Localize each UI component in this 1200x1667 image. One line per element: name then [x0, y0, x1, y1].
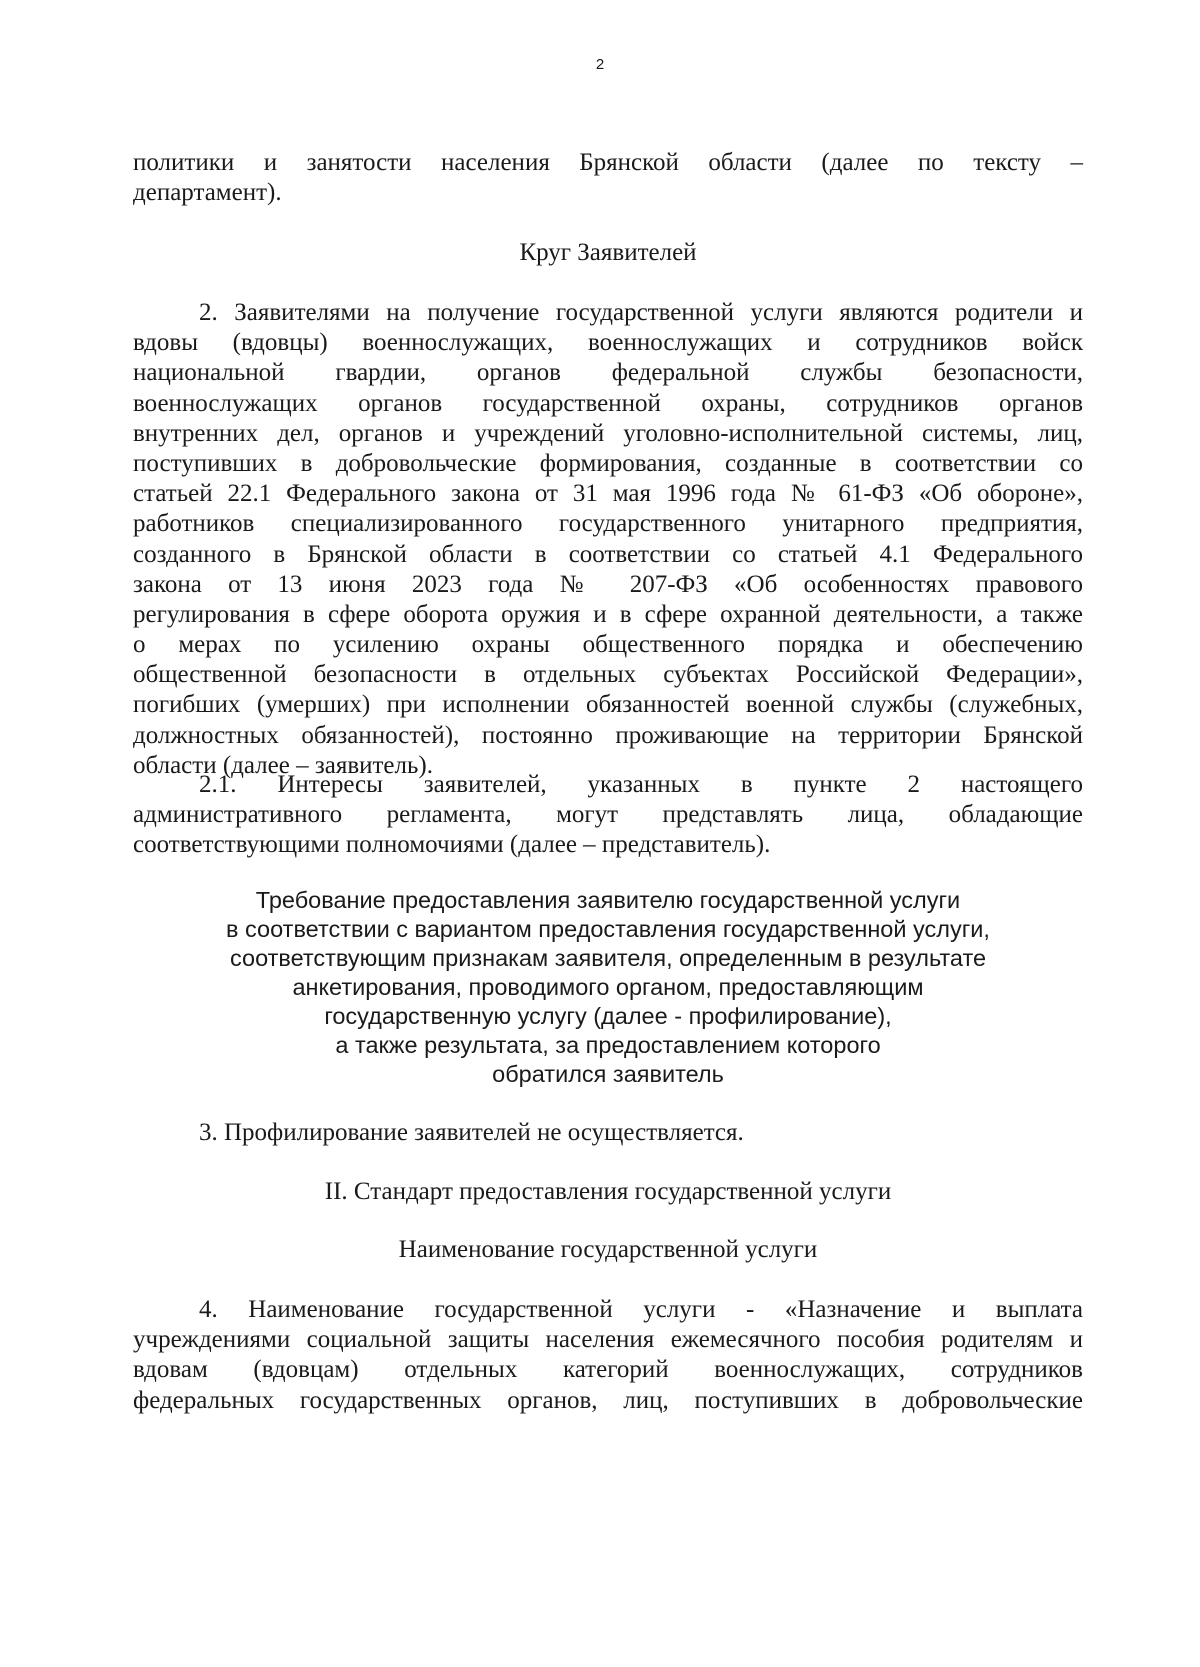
text-line: Требование предоставления заявителю государственной услуги — [255, 887, 961, 913]
paragraph-4 — [133, 1295, 1083, 1416]
text-line: области (далее – заявитель). — [133, 751, 433, 779]
text-line: соответствующими полномочиями (далее – представитель). — [133, 831, 771, 859]
text-line: административного регламента, могут представлять лица, обладающие — [133, 801, 1083, 829]
text-line: политики и занятости населения Брянской области (далее по тексту – — [133, 149, 1083, 176]
text-line: 2. Заявителями на получение государственной услуги являются родители и — [199, 299, 1083, 326]
text-line: 2.1. Интересы заявителей, указанных в пункте 2 настоящего — [199, 771, 1083, 798]
text-line: должностных обязанностей), постоянно проживающие на территории Брянской — [133, 721, 1083, 749]
text-line: 3. Профилирование заявителей не осуществляется. — [199, 1119, 744, 1146]
heading-requirement — [133, 886, 1083, 1089]
heading-section-2: II. Стандарт предоставления государственной услуги — [324, 1178, 892, 1205]
text-line: вдовы (вдовцы) военнослужащих, военнослужащих и сотрудников войск — [133, 329, 1083, 357]
text-line: работников специализированного государственного унитарного предприятия, — [133, 510, 1083, 538]
text-line: общественной безопасности в отдельных субъектах Российской Федерации», — [133, 661, 1083, 689]
text-line: внутренних дел, органов и учреждений уголовно-исполнительной системы, лиц, — [133, 419, 1083, 447]
text-line: 4. Наименование государственной услуги - «Назначение и выплата — [199, 1296, 1083, 1323]
paragraph-3 — [133, 1118, 1083, 1148]
text-line: федеральных государственных органов, лиц, поступивших в добровольческие — [133, 1386, 1083, 1414]
text-line: анкетирования, проводимого органом, предоставляющим — [292, 974, 924, 1000]
paragraph-2 — [133, 298, 1083, 781]
heading-applicants: Круг Заявителей — [519, 239, 697, 266]
text-line: регулирования в сфере оборота оружия и в сфере охранной деятельности, а также — [133, 600, 1083, 628]
text-line: обратился заявитель — [492, 1061, 724, 1087]
text-line: государственную услугу (далее - профилирование), — [324, 1003, 892, 1029]
text-line: а также результата, за предоставлением которого — [335, 1032, 881, 1058]
text-line: погибших (умерших) при исполнении обязанностей военной службы (служебных, — [133, 691, 1083, 719]
text-line: национальной гвардии, органов федеральной службы безопасности, — [133, 359, 1083, 387]
intro-paragraph — [133, 148, 1083, 208]
text-line: статьей 22.1 Федерального закона от 31 мая 1996 года № 61-ФЗ «Об обороне», — [133, 480, 1083, 508]
page-number: 2 — [595, 56, 605, 73]
text-line: созданного в Брянской области в соответствии со статьей 4.1 Федерального — [133, 540, 1083, 568]
text-line: закона от 13 июня 2023 года № 207-ФЗ «Об особенностях правового — [133, 570, 1083, 598]
text-line: о мерах по усилению охраны общественного порядка и обеспечению — [133, 631, 1083, 659]
text-line: вдовам (вдовцам) отдельных категорий военнослужащих, сотрудников — [133, 1356, 1083, 1384]
text-line: поступивших в добровольческие формирования, созданные в соответствии со — [133, 449, 1083, 477]
heading-service-name: Наименование государственной услуги — [398, 1236, 818, 1263]
text-line: соответствующим признакам заявителя, определенным в результате — [229, 945, 987, 971]
text-line: в соответствии с вариантом предоставления государственной услуги, — [226, 916, 990, 942]
text-line: военнослужащих органов государственной охраны, сотрудников органов — [133, 389, 1083, 417]
text-line: учреждениями социальной защиты населения ежемесячного пособия родителям и — [133, 1326, 1083, 1354]
text-line: департамент). — [133, 179, 282, 207]
paragraph-2-1 — [133, 770, 1083, 861]
